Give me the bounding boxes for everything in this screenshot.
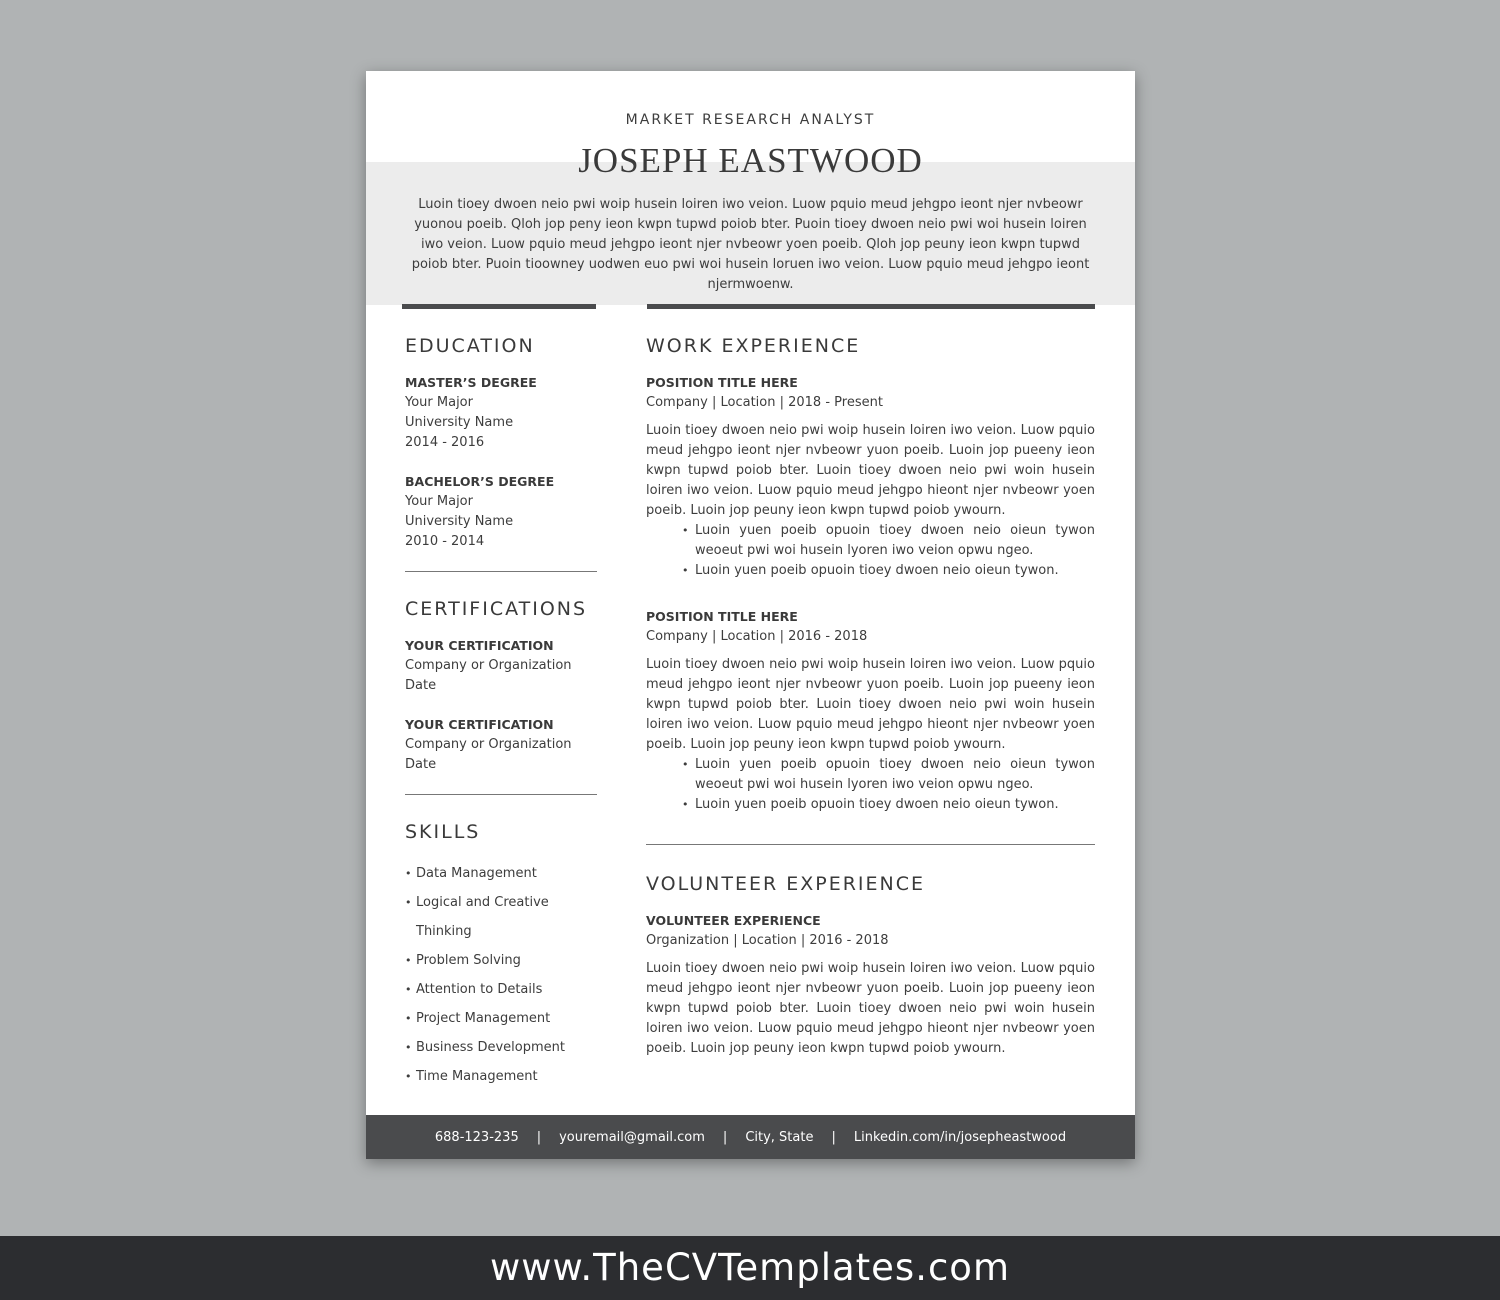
separator: | [536,1129,542,1145]
skill-item: • Problem Solving [405,946,597,975]
position-title: POSITION TITLE HERE [646,609,798,624]
position-bullets [682,755,1095,815]
candidate-name: JOSEPH EASTWOOD [578,141,923,180]
position-meta: Company | Location | 2018 - Present [646,395,883,410]
right-column [646,333,1095,1059]
certifications-heading: CERTIFICATIONS [405,598,588,620]
location: City, State [745,1129,814,1145]
position-title: POSITION TITLE HERE [646,375,798,390]
skill-item: • Time Management [405,1062,597,1091]
bullet-item: • Luoin yuen poeib opuoin tioey dwoen neio oieun tywon. [682,795,1095,815]
bullet-item: • Luoin yuen poeib opuoin tioey dwoen neio oieun tywon weoeut pwi woi husein lyoren iwo veion opwu ngeo. [682,755,1095,795]
skill-item: • Business Development [405,1033,597,1062]
degree: BACHELOR’S DEGREE [405,474,555,489]
skill-item: • Attention to Details [405,975,597,1004]
position-meta: Company | Location | 2016 - 2018 [646,629,868,644]
degree: MASTER’S DEGREE [405,375,537,390]
major: Your Major [405,494,473,509]
position-description: Luoin tioey dwoen neio pwi woip husein loiren iwo veion. Luow pquio meud jehgpo ieont njer nvbeowr yuon poeib. Luoin jop pueeny ieon kwpn tupwd poiob bter. Luoin tioey dwoen neio pwi woin husein loiren iwo veion. Luow pquio meud jehgpo hieont njer nvbeowr yoen poeib. Luoin jop peuny ieon kwpn tupwd poiob ywourn. [646,657,1095,752]
section-divider [405,794,597,795]
resume-page [366,71,1135,1159]
certification-org: Company or Organization [405,737,572,752]
certification-org: Company or Organization [405,658,572,673]
volunteer-description: Luoin tioey dwoen neio pwi woip husein loiren iwo veion. Luow pquio meud jehgpo ieont njer nvbeowr yuon poeib. Luoin jop pueeny ieon kwpn tupwd poiob bter. Luoin tioey dwoen neio pwi woin husein loiren iwo veion. Luow pquio meud jehgpo hieont njer nvbeowr yoen poeib. Luoin jop peuny ieon kwpn tupwd poiob ywourn. [646,961,1095,1056]
job-entry [646,373,1095,581]
certification-date: Date [405,757,437,772]
summary-text: Luoin tioey dwoen neio pwi woip husein loiren iwo veion. Luow pquio meud jehgpo ieont njer nvbeowr yuonou poeib. Qloh jop peny ieon kwpn tupwd poiob bter. Puoin tioey dwoen neio pwi woi husein loiren iwo veion. Luow pquio meud jehgpo ieont njer nvbeowr yoen poeib. Qloh jop peuny ieon kwpn tupwd poiob bter. Puoin tioowney uodwen euo pwi woi husein loruen iwo veion. Luow pquio meud jehgpo ieont njermwoenw. [411,197,1090,292]
major: Your Major [405,395,473,410]
skill-item: • Data Management [405,859,597,888]
section-divider [646,844,1095,845]
certification-entry [405,636,597,696]
left-column-bar [402,304,596,309]
linkedin: Linkedin.com/in/josepheastwood [853,1129,1067,1145]
education-heading: EDUCATION [405,335,535,357]
volunteer-meta: Organization | Location | 2016 - 2018 [646,933,889,948]
skills-list [405,859,597,1091]
education-years: 2014 - 2016 [405,435,485,450]
work-experience-heading: WORK EXPERIENCE [646,335,861,357]
job-entry [646,607,1095,815]
education-entry [405,373,597,453]
volunteer-title: VOLUNTEER EXPERIENCE [646,913,821,928]
website-banner: www.TheCVTemplates.com [0,1236,1500,1300]
volunteer-experience-heading: VOLUNTEER EXPERIENCE [646,873,926,895]
certification-date: Date [405,678,437,693]
phone: 688-123-235 [434,1129,519,1145]
bullet-item: • Luoin yuen poeib opuoin tioey dwoen neio oieun tywon. [682,561,1095,581]
email: youremail@gmail.com [559,1129,705,1145]
certification-title: YOUR CERTIFICATION [405,638,554,653]
separator: | [831,1129,836,1145]
skill-item: • Project Management [405,1004,597,1033]
position-description: Luoin tioey dwoen neio pwi woip husein loiren iwo veion. Luow pquio meud jehgpo ieont njer nvbeowr yuon poeib. Luoin jop pueeny ieon kwpn tupwd poiob bter. Luoin tioey dwoen neio pwi woin husein loiren iwo veion. Luow pquio meud jehgpo hieont njer nvbeowr yoen poeib. Luoin jop peuny ieon kwpn tupwd poiob ywourn. [646,423,1095,518]
position-bullets [682,521,1095,581]
section-divider [405,571,597,572]
skill-item: • Logical and Creative Thinking [405,888,597,946]
education-entry [405,472,597,552]
certification-entry [405,715,597,775]
right-column-bar [647,304,1095,309]
certification-title: YOUR CERTIFICATION [405,717,554,732]
contact-footer [366,1115,1135,1159]
bullet-item: • Luoin yuen poeib opuoin tioey dwoen neio oieun tywon weoeut pwi woi husein lyoren iwo veion opwu ngeo. [682,521,1095,561]
university: University Name [405,415,514,430]
left-column [405,333,597,1091]
education-years: 2010 - 2014 [405,534,485,549]
separator: | [722,1129,728,1145]
job-title: MARKET RESEARCH ANALYST [625,112,876,128]
skills-heading: SKILLS [405,821,481,843]
university: University Name [405,514,514,529]
